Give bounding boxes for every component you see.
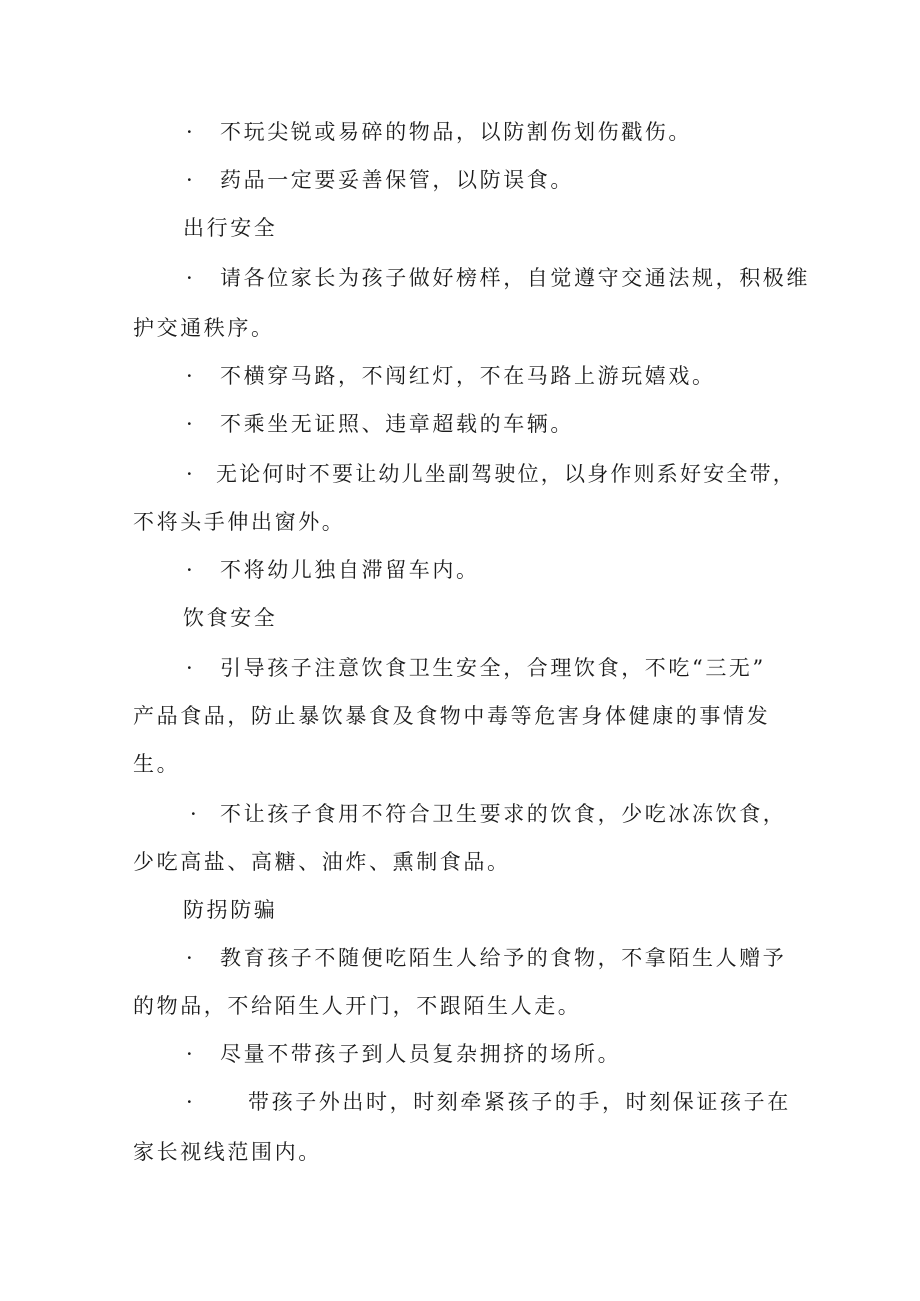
- list-item: [186, 556, 480, 584]
- item-text: 尽量不带孩子到人员复杂拥挤的场所。: [220, 1042, 622, 1066]
- item-continuation: 不将头手伸出窗外。: [133, 510, 346, 534]
- list-item: [186, 118, 692, 146]
- bullet: ·: [186, 168, 193, 192]
- bullet: ·: [186, 1042, 193, 1066]
- item-text: 不让孩子食用不符合卫生要求的饮食，少吃冰冻饮食，: [220, 802, 787, 826]
- bullet: ·: [186, 412, 193, 436]
- item-continuation: 生。: [133, 752, 181, 776]
- list-item: [186, 460, 796, 488]
- item-text: 引导孩子注意饮食卫生安全，合理饮食，不吃“三无”: [220, 656, 766, 680]
- item-continuation: 产品食品，防止暴饮暴食及食物中毒等危害身体健康的事情发: [133, 704, 771, 728]
- bullet: ·: [186, 364, 193, 388]
- bullet: ·: [186, 266, 193, 290]
- list-item: [186, 264, 810, 292]
- item-text: 无论何时不要让幼儿坐副驾驶位，以身作则系好安全带，: [216, 462, 796, 486]
- bullet: ·: [186, 462, 193, 486]
- list-item: [186, 1040, 621, 1068]
- bullet: ·: [186, 1090, 193, 1114]
- item-text: 药品一定要妥善保管，以防误食。: [220, 168, 574, 192]
- bullet: ·: [186, 558, 193, 582]
- item-text: 不乘坐无证照、违章超载的车辆。: [220, 412, 574, 436]
- list-item: [186, 166, 574, 194]
- list-item: [190, 800, 786, 828]
- list-item: [186, 1088, 791, 1116]
- section-heading-travel: 出行安全: [183, 216, 278, 240]
- bullet: ·: [186, 656, 193, 680]
- item-continuation: 少吃高盐、高糖、油炸、熏制食品。: [133, 850, 511, 874]
- list-item: [186, 944, 786, 972]
- section-heading-food: 饮食安全: [183, 606, 278, 630]
- item-text: 不将幼儿独自滞留车内。: [220, 558, 480, 582]
- item-continuation: 护交通秩序。: [133, 316, 275, 340]
- item-continuation: 家长视线范围内。: [133, 1140, 322, 1164]
- item-text: 不玩尖锐或易碎的物品，以防割伤划伤戳伤。: [220, 120, 692, 144]
- bullet: ·: [186, 120, 193, 144]
- item-text: 请各位家长为孩子做好榜样，自觉遵守交通法规，积极维: [220, 266, 810, 290]
- section-heading-abduction: 防拐防骗: [183, 898, 278, 922]
- list-item: [186, 362, 716, 390]
- item-text: 带孩子外出时，时刻牵紧孩子的手，时刻保证孩子在: [248, 1090, 791, 1114]
- item-continuation: 的物品，不给陌生人开门，不跟陌生人走。: [133, 994, 582, 1018]
- item-text: 教育孩子不随便吃陌生人给予的食物，不拿陌生人赠予: [220, 946, 787, 970]
- bullet: ·: [190, 802, 197, 826]
- item-text: 不横穿马路，不闯红灯，不在马路上游玩嬉戏。: [220, 364, 716, 388]
- list-item: [186, 410, 574, 438]
- bullet: ·: [186, 946, 193, 970]
- list-item: [186, 654, 766, 682]
